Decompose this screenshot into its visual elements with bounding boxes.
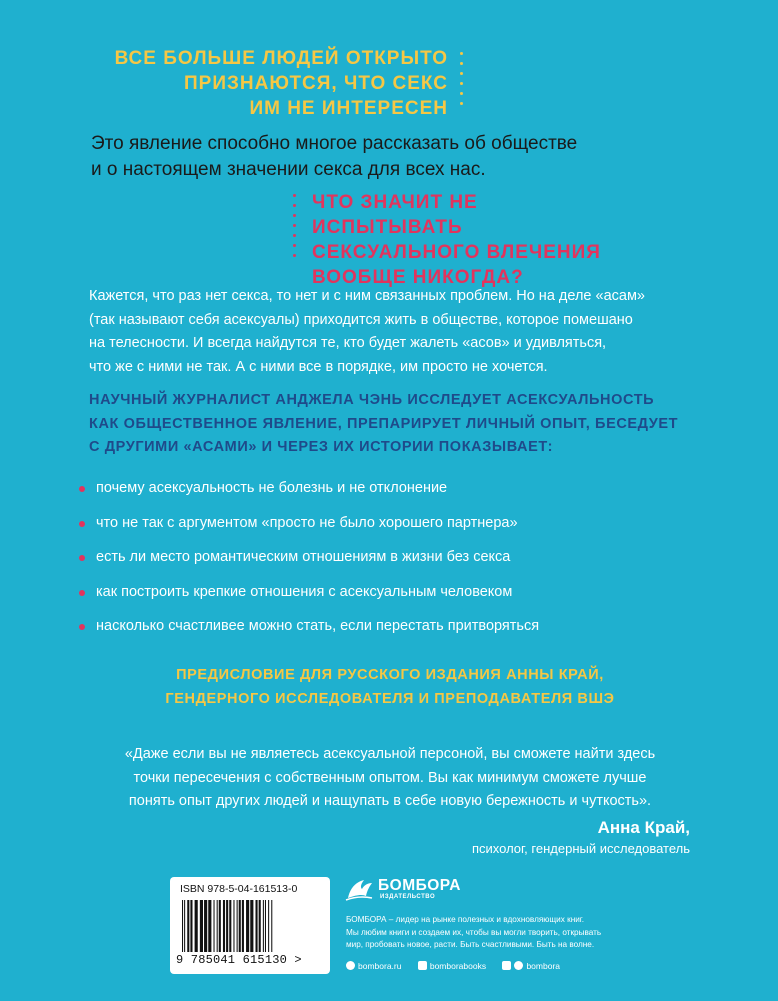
journalist-heading-line: С ДРУГИМИ «АСАМИ» И ЧЕРЕЗ ИХ ИСТОРИИ ПОКАЗЫВАЕТ: xyxy=(89,439,554,455)
barcode-bar xyxy=(246,900,249,952)
barcode-bar xyxy=(187,900,189,952)
barcode-bar xyxy=(223,900,225,952)
social-vk[interactable] xyxy=(418,961,486,971)
social-label: bomborabooks xyxy=(429,961,487,971)
barcode-bar xyxy=(268,900,269,952)
list-item xyxy=(76,616,696,651)
journalist-heading-line: НАУЧНЫЙ ЖУРНАЛИСТ АНДЖЕЛА ЧЭНЬ ИССЛЕДУЕТ АСЕКСУАЛЬНОСТЬ xyxy=(89,392,655,408)
barcode-bar xyxy=(239,900,241,952)
barcode-bar xyxy=(233,900,234,952)
quote-author: Анна Край, xyxy=(597,818,690,837)
list-item-text: почему асексуальность не болезнь и не отклонение xyxy=(96,480,448,496)
list-item xyxy=(76,582,696,617)
list-item-text: насколько счастливее можно стать, если перестать притворяться xyxy=(96,618,540,634)
barcode-bar xyxy=(204,900,207,952)
headline-red-line: ЧТО ЗНАЧИТ НЕ ИСПЫТЫВАТЬ xyxy=(312,192,478,238)
quote-line: понять опыт других людей и нащупать в себе новую бережность и чуткость». xyxy=(128,793,652,809)
barcode-bar xyxy=(208,900,211,952)
publisher-description-line: БОМБОРА – лидер на рынке полезных и вдохновляющих книг. xyxy=(346,915,585,924)
barcode-bar xyxy=(229,900,231,952)
barcode-bar xyxy=(237,900,238,952)
journalist-heading-line: КАК ОБЩЕСТВЕННОЕ ЯВЛЕНИЕ, ПРЕПАРИРУЕТ ЛИЧНЫЙ ОПЫТ, БЕСЕДУЕТ xyxy=(89,415,679,432)
bombora-logo-icon xyxy=(344,876,374,902)
barcode-bar xyxy=(226,900,228,952)
intro-line: Кажется, что раз нет секса, то нет и с ним связанных проблем. Но на деле «асам» xyxy=(89,288,645,304)
intro-line: на телесности. И всегда найдутся те, кто будет жалеть «асов» и удивляться, xyxy=(89,335,607,351)
preface-line: ПРЕДИСЛОВИЕ ДЛЯ РУССКОГО ИЗДАНИЯ АННЫ КРАЙ, xyxy=(176,667,604,683)
barcode-digits: 9 785041 615130 > xyxy=(176,953,302,967)
headline-yellow xyxy=(108,46,448,121)
bullet-dot-icon xyxy=(79,486,85,492)
isbn-label: ISBN 978-5-04-161513-0 xyxy=(180,883,298,895)
headline-red xyxy=(312,190,632,290)
bullet-dot-icon xyxy=(79,555,85,561)
bullet-list xyxy=(76,478,696,651)
headline-red-line: ВООБЩЕ НИКОГДА? xyxy=(312,267,524,288)
headline-yellow-line: ПРИЗНАЮТСЯ, ЧТО СЕКС xyxy=(184,73,448,94)
headline-yellow-line: ВСЕ БОЛЬШЕ ЛЮДЕЙ ОТКРЫТО xyxy=(114,48,448,69)
telegram-icon xyxy=(514,961,523,970)
preface-heading xyxy=(90,664,690,711)
youtube-icon xyxy=(502,961,511,970)
barcode-bar xyxy=(217,900,218,952)
list-item xyxy=(76,547,696,582)
barcode-bar xyxy=(265,900,266,952)
list-item xyxy=(76,478,696,513)
publisher-description-line: Мы любим книги и создаем их, чтобы вы могли творить, открывать xyxy=(346,927,602,937)
barcode-bar xyxy=(242,900,244,952)
headline-black-line: Это явление способно многое рассказать об обществе xyxy=(91,133,578,154)
globe-icon xyxy=(346,961,355,970)
bullet-dot-icon xyxy=(79,590,85,596)
list-item-text: как построить крепкие отношения с асексуальным человеком xyxy=(96,583,513,600)
headline-black-line: и о настоящем значении секса для всех нас. xyxy=(91,159,486,180)
publisher-subtitle: ИЗДАТЕЛЬСТВО xyxy=(380,894,436,900)
social-youtube-telegram[interactable] xyxy=(502,961,560,971)
barcode-bar xyxy=(256,900,258,952)
barcode-bar xyxy=(184,900,185,952)
barcode-bar xyxy=(259,900,261,952)
list-item-text: что не так с аргументом «просто не было хорошего партнера» xyxy=(96,514,518,531)
barcode-bar xyxy=(263,900,264,952)
barcode-bar xyxy=(190,900,192,952)
bullet-dot-icon xyxy=(79,624,85,630)
barcode-bar xyxy=(219,900,221,952)
barcode-bar xyxy=(271,900,272,952)
headline-black xyxy=(91,131,711,183)
dotted-divider xyxy=(460,52,463,112)
quote xyxy=(70,743,710,814)
publisher-description-line: мир, пробовать новое, расти. Быть счастливыми. Быть на волне. xyxy=(346,940,595,949)
list-item-text: есть ли место романтическим отношениям в жизни без секса xyxy=(96,549,511,565)
social-label: bombora xyxy=(526,961,561,971)
barcode-bar xyxy=(214,900,215,952)
vk-icon xyxy=(418,961,427,970)
dotted-divider xyxy=(293,194,296,264)
social-website[interactable] xyxy=(346,961,401,971)
barcode xyxy=(170,877,330,974)
publisher-socials xyxy=(346,959,606,973)
publisher-name: БОМБОРА xyxy=(378,877,461,894)
journalist-heading xyxy=(89,389,699,460)
quote-author-role: психолог, гендерный исследователь xyxy=(471,841,690,856)
quote-line: точки пересечения с собственным опытом. Вы как минимум сможете лучше xyxy=(133,769,647,786)
intro-line: что же с ними не так. А с ними все в порядке, им просто не хочется. xyxy=(89,358,548,375)
preface-line: ГЕНДЕРНОГО ИССЛЕДОВАТЕЛЯ И ПРЕПОДАВАТЕЛЯ ВШЭ xyxy=(165,690,615,707)
headline-yellow-line: ИМ НЕ ИНТЕРЕСЕН xyxy=(249,98,448,119)
barcode-bar xyxy=(195,900,198,952)
intro-paragraph xyxy=(89,285,689,379)
publisher-description xyxy=(346,914,646,952)
list-item xyxy=(76,513,696,548)
headline-red-line: СЕКСУАЛЬНОГО ВЛЕЧЕНИЯ xyxy=(312,242,601,263)
intro-line: (так называют себя асексуалы) приходится жить в обществе, которое помешано xyxy=(89,311,633,328)
barcode-bar xyxy=(250,900,253,952)
barcode-bar xyxy=(200,900,203,952)
quote-line: «Даже если вы не являетесь асексуальной персоной, вы сможете найти здесь xyxy=(124,746,656,762)
bullet-dot-icon xyxy=(79,521,85,527)
social-label: bombora.ru xyxy=(358,961,402,971)
barcode-bar xyxy=(182,900,183,952)
barcode-bars xyxy=(180,900,320,952)
